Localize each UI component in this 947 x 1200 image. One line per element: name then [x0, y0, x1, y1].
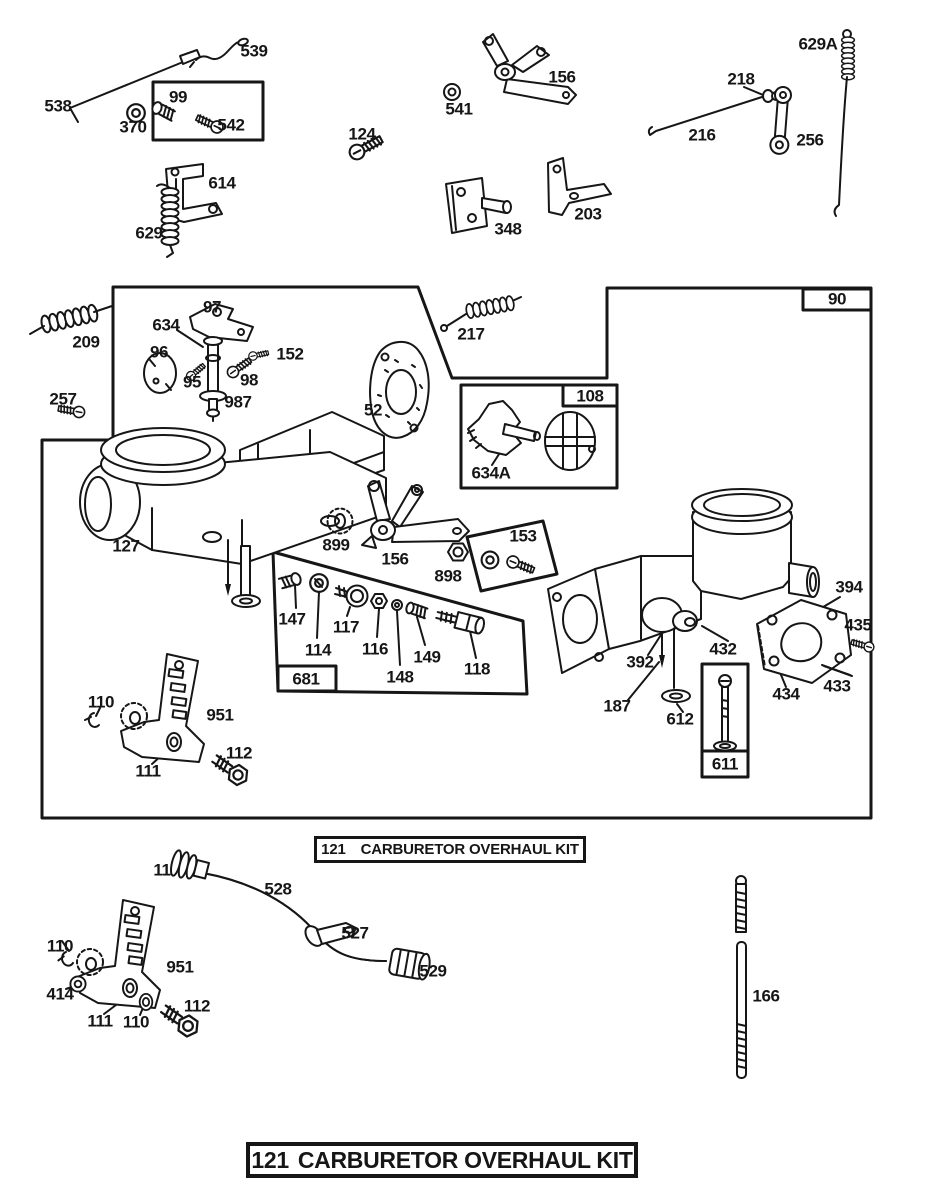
part-label-187: 187: [603, 696, 631, 716]
part-label-147: 147: [278, 609, 306, 629]
kit-caption-mid: [314, 836, 586, 863]
part-97-throttle-lever: [190, 304, 253, 341]
group-box-611-label: 611: [711, 754, 739, 774]
part-label-629: 629: [135, 223, 163, 243]
part-label-111: 111: [135, 761, 161, 781]
part-choke-plate: [545, 412, 595, 470]
part-label-541: 541: [445, 99, 473, 119]
part-label-110: 110: [46, 936, 74, 956]
part-528-fuel-hose: [203, 873, 386, 961]
group-box-108-label: 108: [576, 386, 604, 406]
part-label-166: 166: [752, 986, 780, 1006]
part-label-52: 52: [363, 400, 383, 420]
part-label-110: 110: [87, 692, 115, 712]
part-149-pin: [405, 602, 428, 619]
part-label-118: 118: [463, 659, 491, 679]
part-label-124: 124: [348, 124, 376, 144]
part-label-111: 111: [87, 1011, 113, 1031]
part-label-612: 612: [666, 709, 694, 729]
part-label-217: 217: [457, 324, 485, 344]
part-147-plug: [279, 572, 302, 590]
part-label-99: 99: [168, 87, 188, 107]
part-label-433: 433: [823, 676, 851, 696]
part-label-98: 98: [239, 370, 259, 390]
part-label-370: 370: [119, 117, 147, 137]
part-110-ring-lower: [140, 994, 153, 1010]
part-152-screw: [248, 349, 269, 361]
part-label-392: 392: [626, 652, 654, 672]
part-148-ring: [392, 600, 402, 610]
group-box-153-label: 153: [509, 526, 537, 546]
part-label-414: 414: [46, 984, 74, 1004]
part-label-97: 97: [202, 297, 222, 317]
part-117-bolt: [335, 586, 368, 607]
part-label-634A: 634A: [471, 463, 511, 483]
part-label-156: 156: [548, 67, 576, 87]
part-label-987: 987: [224, 392, 252, 412]
part-634A-choke-shaft: [468, 401, 540, 455]
part-label-148: 148: [386, 667, 414, 687]
part-label-951: 951: [206, 705, 234, 725]
part-label-629A: 629A: [798, 34, 838, 54]
part-label-394: 394: [835, 577, 863, 597]
part-166-threaded-rod: [736, 876, 746, 1078]
part-541-washer: [444, 84, 460, 100]
part-629-spring: [157, 184, 179, 257]
part-label-527: 527: [341, 923, 369, 943]
part-label-434: 434: [772, 684, 800, 704]
part-label-149: 149: [413, 647, 441, 667]
kit-number: 121: [321, 841, 346, 858]
part-label-117: 117: [332, 617, 360, 637]
part-label-112: 112: [183, 996, 211, 1016]
part-label-152: 152: [276, 344, 304, 364]
part-label-528: 528: [264, 879, 292, 899]
part-label-539: 539: [240, 41, 268, 61]
kit-title: CARBURETOR OVERHAUL KIT: [297, 1146, 633, 1173]
kit-caption-bottom: [246, 1142, 638, 1178]
part-label-114: 114: [304, 640, 332, 660]
group-box-90-label: 90: [827, 289, 847, 309]
part-label-951: 951: [166, 957, 194, 977]
part-label-112: 112: [225, 743, 253, 763]
part-987-throttle-shaft: [200, 337, 226, 421]
part-label-432: 432: [709, 639, 737, 659]
part-label-127: 127: [112, 536, 140, 556]
part-label-538: 538: [44, 96, 72, 116]
part-label-614: 614: [208, 173, 236, 193]
part-label-156: 156: [381, 549, 409, 569]
part-label-898: 898: [434, 566, 462, 586]
part-629A-spring-wire: [835, 30, 855, 216]
part-52-gasket: [370, 342, 429, 438]
part-label-899: 899: [322, 535, 350, 555]
part-label-96: 96: [149, 342, 169, 362]
kit-title: CARBURETOR OVERHAUL KIT: [360, 841, 579, 858]
part-label-529: 529: [419, 961, 447, 981]
part-127-carb-body: [80, 412, 386, 607]
part-951-bracket: [121, 654, 204, 762]
part-label-216: 216: [688, 125, 716, 145]
kit-number: 121: [251, 1146, 289, 1173]
part-951-bracket-lower: [77, 900, 160, 1008]
part-label-542: 542: [217, 115, 245, 135]
part-label-435: 435: [844, 615, 872, 635]
part-label-203: 203: [574, 204, 602, 224]
group-box-681-label: 681: [292, 669, 320, 689]
part-label-634: 634: [152, 315, 180, 335]
part-label-209: 209: [72, 332, 100, 352]
part-432-pump-cup: [673, 611, 697, 631]
part-118-screw: [435, 607, 485, 634]
part-611-needle-screw: [714, 675, 736, 751]
part-label-116: 116: [361, 639, 389, 659]
part-label-11: 11: [153, 860, 171, 880]
part-898-nut: [448, 544, 468, 561]
part-label-256: 256: [796, 130, 824, 150]
part-114-washer: [310, 574, 328, 592]
part-209-spring: [30, 304, 112, 334]
part-label-95: 95: [182, 372, 202, 392]
part-156-governor-lever: [362, 481, 469, 548]
part-label-257: 257: [49, 389, 77, 409]
part-label-348: 348: [494, 219, 522, 239]
part-153-contents: [482, 552, 536, 576]
part-11-hose-fitting: [169, 849, 210, 883]
part-116-nut: [371, 594, 387, 608]
part-label-218: 218: [727, 69, 755, 89]
part-label-110: 110: [122, 1012, 150, 1032]
